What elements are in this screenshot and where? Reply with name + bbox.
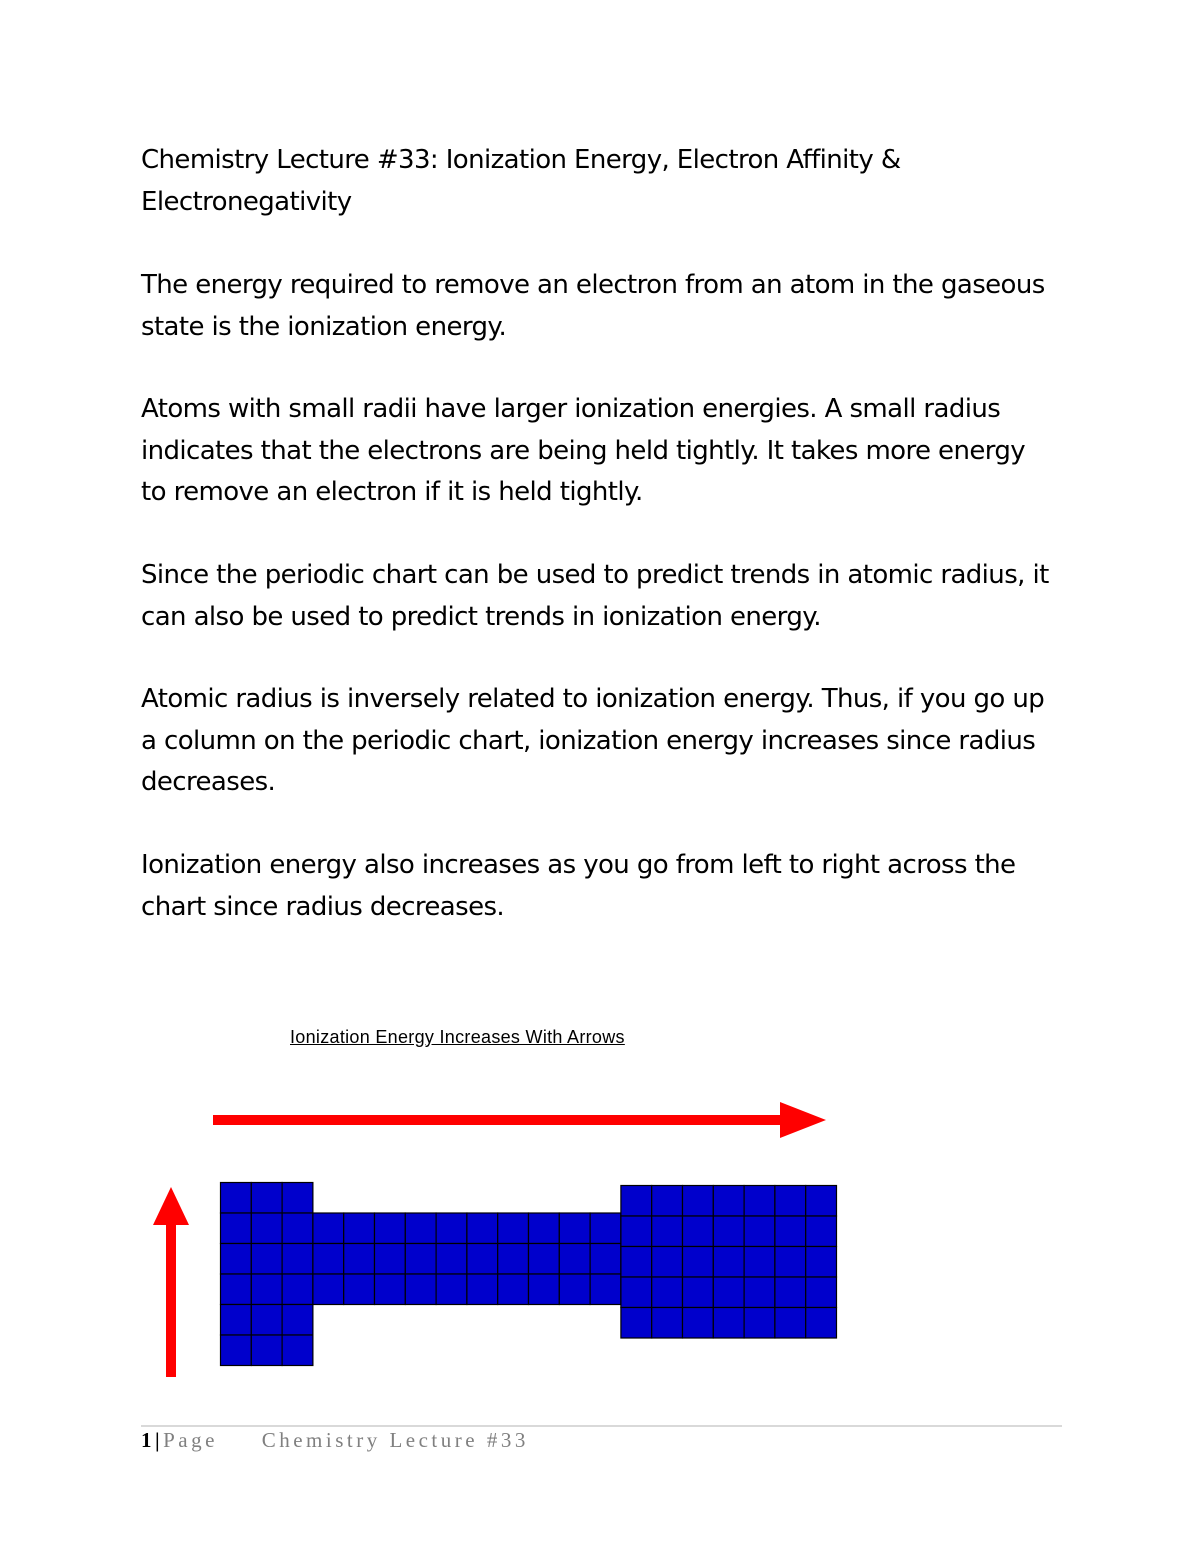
left-block-cell	[221, 1183, 252, 1214]
middle-block-cell	[529, 1244, 560, 1275]
left-block-cell	[251, 1335, 282, 1366]
middle-block-cell	[559, 1244, 590, 1275]
middle-block-cell	[405, 1244, 436, 1275]
middle-block-cell	[313, 1274, 344, 1305]
left-block-cell	[221, 1213, 252, 1244]
right-arrow-head	[780, 1102, 826, 1138]
right-block-cell	[652, 1277, 683, 1308]
left-block-cell	[251, 1213, 282, 1244]
right-block-cell	[744, 1277, 775, 1308]
left-block-cell	[282, 1213, 313, 1244]
element-cells	[221, 1183, 837, 1366]
right-block-cell	[744, 1247, 775, 1278]
right-block-cell	[652, 1216, 683, 1247]
middle-block-cell	[436, 1244, 467, 1275]
left-block-cell	[282, 1183, 313, 1214]
page-footer	[141, 1428, 529, 1453]
right-block-cell	[683, 1308, 714, 1339]
right-block-cell	[652, 1247, 683, 1278]
middle-block-cell	[344, 1213, 375, 1244]
right-block-cell	[744, 1308, 775, 1339]
middle-block-cell	[559, 1213, 590, 1244]
left-block-cell	[282, 1305, 313, 1336]
footer-separator: |	[155, 1428, 164, 1452]
right-block-cell	[621, 1277, 652, 1308]
middle-block-cell	[313, 1213, 344, 1244]
right-block-cell	[652, 1308, 683, 1339]
right-block-cell	[775, 1186, 806, 1217]
left-block-cell	[221, 1335, 252, 1366]
right-block-cell	[806, 1186, 837, 1217]
middle-block-cell	[375, 1244, 406, 1275]
paragraph-periodic-trends: Since the periodic chart can be used to predict trends in atomic radius, it can also be used to predict trends in ionization energy.	[141, 560, 1049, 632]
left-block-cell	[221, 1244, 252, 1275]
document-name: Chemistry Lecture #33	[261, 1428, 529, 1452]
up-arrow-head	[153, 1187, 189, 1225]
up-arrow	[153, 1187, 189, 1377]
right-block-cell	[683, 1186, 714, 1217]
middle-block-cell	[590, 1274, 621, 1305]
middle-block-cell	[498, 1244, 529, 1275]
middle-block-cell	[498, 1274, 529, 1305]
middle-block-cell	[467, 1213, 498, 1244]
page-label: Page	[163, 1428, 218, 1452]
right-block-cell	[806, 1216, 837, 1247]
right-arrow	[213, 1102, 826, 1138]
right-block-cell	[744, 1216, 775, 1247]
right-block-cell	[713, 1247, 744, 1278]
left-block-cell	[282, 1335, 313, 1366]
middle-block-cell	[313, 1244, 344, 1275]
page-number: 1	[141, 1428, 155, 1452]
right-block-cell	[806, 1247, 837, 1278]
middle-block-cell	[405, 1274, 436, 1305]
middle-block-cell	[498, 1213, 529, 1244]
right-block-cell	[806, 1277, 837, 1308]
right-block-cell	[806, 1308, 837, 1339]
left-block-cell	[251, 1244, 282, 1275]
paragraph-ionization-definition: The energy required to remove an electron from an atom in the gaseous state is the ionization energy.	[141, 270, 1045, 342]
right-block-cell	[775, 1277, 806, 1308]
right-block-cell	[621, 1247, 652, 1278]
right-block-cell	[621, 1216, 652, 1247]
paragraph-small-radii: Atoms with small radii have larger ionization energies. A small radius indicates that the electrons are being held tightly. It takes more energy to remove an electron if it is held tightly.	[141, 394, 1026, 507]
document-title: Chemistry Lecture #33: Ionization Energy, Electron Affinity & Electronegativity	[141, 145, 901, 217]
middle-block-cell	[436, 1213, 467, 1244]
figure-title: Ionization Energy Increases With Arrows	[290, 1027, 625, 1047]
right-block-cell	[683, 1277, 714, 1308]
right-block-cell	[713, 1308, 744, 1339]
middle-block-cell	[467, 1274, 498, 1305]
right-block-cell	[683, 1247, 714, 1278]
middle-block-cell	[529, 1213, 560, 1244]
left-block-cell	[251, 1183, 282, 1214]
left-block-cell	[251, 1274, 282, 1305]
right-block-cell	[621, 1308, 652, 1339]
middle-block-cell	[405, 1213, 436, 1244]
paragraph-left-to-right: Ionization energy also increases as you go from left to right across the chart since radius decreases.	[141, 850, 1016, 922]
left-block-cell	[251, 1305, 282, 1336]
middle-block-cell	[375, 1213, 406, 1244]
right-arrow-shaft	[213, 1115, 785, 1125]
middle-block-cell	[529, 1274, 560, 1305]
right-block-cell	[683, 1216, 714, 1247]
middle-block-cell	[375, 1274, 406, 1305]
right-block-cell	[713, 1186, 744, 1217]
footer-divider	[141, 1425, 1062, 1427]
left-block-cell	[282, 1244, 313, 1275]
right-block-cell	[744, 1186, 775, 1217]
middle-block-cell	[436, 1274, 467, 1305]
right-block-cell	[713, 1216, 744, 1247]
right-block-cell	[775, 1216, 806, 1247]
middle-block-cell	[559, 1274, 590, 1305]
right-block-cell	[775, 1247, 806, 1278]
left-block-cell	[221, 1274, 252, 1305]
right-block-cell	[713, 1277, 744, 1308]
left-block-cell	[221, 1305, 252, 1336]
left-block-cell	[282, 1274, 313, 1305]
paragraph-inverse-relation: Atomic radius is inversely related to ionization energy. Thus, if you go up a column on the periodic chart, ionization energy increases since radius decreases.	[141, 684, 1045, 797]
right-block-cell	[775, 1308, 806, 1339]
up-arrow-shaft	[166, 1222, 176, 1377]
right-block-cell	[621, 1186, 652, 1217]
middle-block-cell	[344, 1244, 375, 1275]
right-block-cell	[652, 1186, 683, 1217]
middle-block-cell	[590, 1213, 621, 1244]
middle-block-cell	[590, 1244, 621, 1275]
middle-block-cell	[344, 1274, 375, 1305]
middle-block-cell	[467, 1244, 498, 1275]
